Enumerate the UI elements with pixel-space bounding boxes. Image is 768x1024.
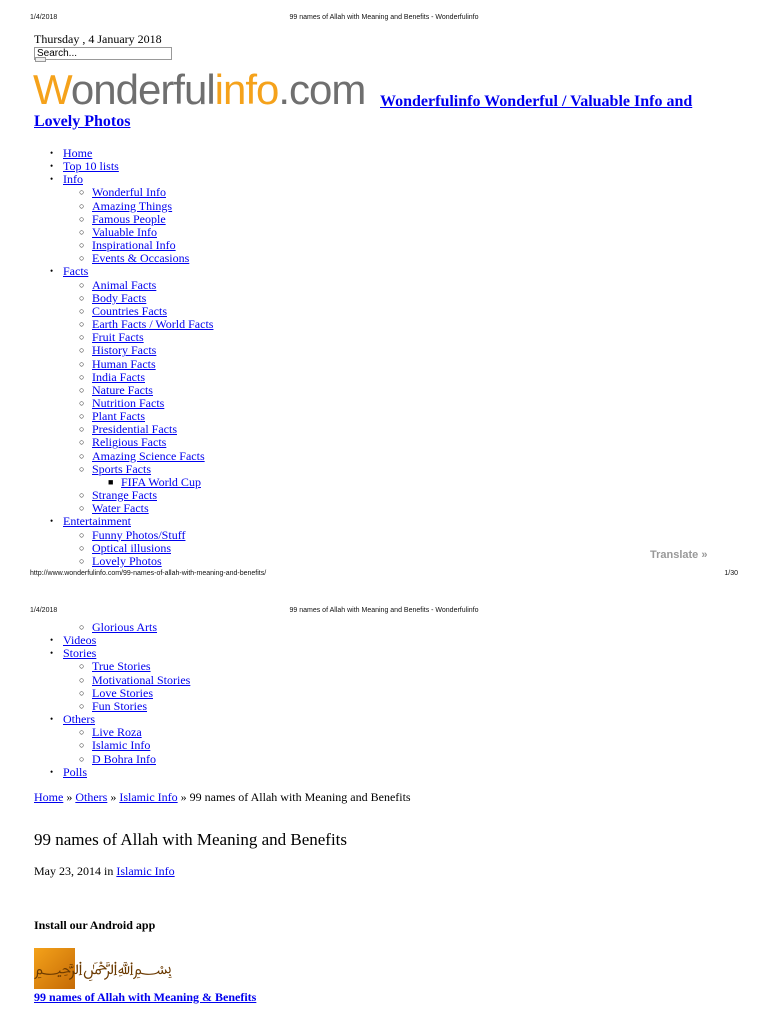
- nav-link[interactable]: Live Roza: [92, 725, 142, 740]
- logo-info: info: [214, 66, 279, 113]
- disc-bullet-icon: •: [50, 161, 54, 172]
- circle-bullet-icon: ○: [79, 397, 85, 408]
- circle-bullet-icon: ○: [79, 279, 85, 290]
- nav-link[interactable]: D Bohra Info: [92, 751, 156, 766]
- disc-bullet-icon: •: [50, 266, 54, 277]
- breadcrumb-sep: »: [63, 790, 76, 804]
- nav-link[interactable]: Entertainment: [63, 514, 131, 529]
- circle-bullet-icon: ○: [79, 555, 85, 566]
- nav-link[interactable]: Plant Facts: [92, 409, 145, 424]
- nav-link[interactable]: Events & Occasions: [92, 251, 190, 266]
- circle-bullet-icon: ○: [79, 687, 85, 698]
- nav-item: [0, 555, 213, 568]
- circle-bullet-icon: ○: [79, 700, 85, 711]
- print-date-2: 1/4/2018: [30, 607, 58, 614]
- circle-bullet-icon: ○: [79, 187, 85, 198]
- circle-bullet-icon: ○: [79, 463, 85, 474]
- nav-link[interactable]: Others: [63, 712, 95, 727]
- circle-bullet-icon: ○: [79, 450, 85, 461]
- nav-link[interactable]: Optical illusions: [92, 540, 171, 555]
- disc-bullet-icon: •: [50, 148, 54, 158]
- circle-bullet-icon: ○: [79, 437, 85, 448]
- nav-link[interactable]: True Stories: [92, 659, 151, 674]
- breadcrumb-home[interactable]: Home: [34, 790, 64, 804]
- nav-link[interactable]: Motivational Stories: [92, 672, 191, 687]
- circle-bullet-icon: ○: [79, 542, 85, 553]
- print-page-number: 1/30: [724, 570, 738, 577]
- nav-item: [0, 160, 213, 173]
- circle-bullet-icon: ○: [79, 384, 85, 395]
- breadcrumb: [34, 790, 411, 805]
- nav-link[interactable]: Top 10 lists: [63, 159, 119, 174]
- print-url: http://www.wonderfulinfo.com/99-names-of-allah-with-meaning-and-benefits/: [30, 570, 267, 577]
- print-title-2: 99 names of Allah with Meaning and Benefits - Wonderfulinfo: [289, 607, 479, 614]
- circle-bullet-icon: ○: [79, 332, 85, 343]
- nav-link[interactable]: Fun Stories: [92, 698, 148, 713]
- circle-bullet-icon: ○: [79, 529, 85, 540]
- nav-link[interactable]: India Facts: [92, 369, 145, 384]
- circle-bullet-icon: ○: [79, 213, 85, 224]
- nav-link[interactable]: Valuable Info: [92, 224, 157, 239]
- nav-link[interactable]: Facts: [63, 264, 89, 279]
- nav-link[interactable]: FIFA World Cup: [121, 474, 201, 489]
- main-nav-continued: [0, 621, 190, 779]
- circle-bullet-icon: ○: [79, 319, 85, 330]
- print-title: 99 names of Allah with Meaning and Benefits - Wonderfulinfo: [289, 14, 479, 21]
- nav-link[interactable]: Body Facts: [92, 290, 147, 305]
- nav-link[interactable]: Islamic Info: [92, 738, 151, 753]
- site-title-link[interactable]: Wonderfulinfo Wonderful / Valuable Info and Lovely Photos: [34, 93, 693, 130]
- nav-link[interactable]: Animal Facts: [92, 277, 157, 292]
- print-date: 1/4/2018: [30, 14, 58, 21]
- nav-link[interactable]: History Facts: [92, 343, 157, 358]
- nav-link[interactable]: Glorious Arts: [92, 620, 158, 634]
- circle-bullet-icon: ○: [79, 358, 85, 369]
- nav-link[interactable]: Stories: [63, 646, 97, 661]
- nav-link[interactable]: Lovely Photos: [92, 553, 162, 568]
- breadcrumb-sep: »: [107, 790, 120, 804]
- site-title: [34, 92, 734, 132]
- search-input[interactable]: [34, 47, 172, 60]
- nav-link[interactable]: Amazing Things: [92, 198, 173, 213]
- article-date: May 23, 2014 in: [34, 864, 117, 878]
- nav-item: [0, 766, 190, 779]
- circle-bullet-icon: ○: [79, 305, 85, 316]
- article-title: 99 names of Allah with Meaning and Benefits: [34, 830, 348, 849]
- app-icon[interactable]: ﷽: [34, 948, 75, 989]
- circle-bullet-icon: ○: [79, 727, 85, 738]
- disc-bullet-icon: •: [50, 516, 54, 527]
- nav-link[interactable]: Sports Facts: [92, 461, 152, 476]
- disc-bullet-icon: •: [50, 714, 54, 725]
- circle-bullet-icon: ○: [79, 292, 85, 303]
- article-meta: [34, 864, 175, 879]
- circle-bullet-icon: ○: [79, 411, 85, 422]
- nav-link[interactable]: Countries Facts: [92, 303, 167, 318]
- nav-link[interactable]: Famous People: [92, 211, 166, 226]
- search-submit-button[interactable]: [35, 57, 46, 62]
- disc-bullet-icon: •: [50, 648, 54, 659]
- breadcrumb-current: 99 names of Allah with Meaning and Benefits: [189, 790, 411, 804]
- nav-link[interactable]: Presidential Facts: [92, 422, 177, 437]
- nav-link[interactable]: Nature Facts: [92, 382, 153, 397]
- nav-link[interactable]: Strange Facts: [92, 488, 157, 503]
- disc-bullet-icon: •: [50, 766, 54, 777]
- nav-link[interactable]: Inspirational Info: [92, 238, 176, 253]
- nav-link[interactable]: Videos: [63, 633, 97, 648]
- main-nav: [0, 147, 213, 568]
- nav-link[interactable]: Amazing Science Facts: [92, 448, 205, 463]
- circle-bullet-icon: ○: [79, 371, 85, 382]
- disc-bullet-icon: •: [50, 635, 54, 646]
- nav-link[interactable]: Human Facts: [92, 356, 156, 371]
- install-app-heading: Install our Android app: [34, 918, 156, 932]
- circle-bullet-icon: ○: [79, 622, 85, 632]
- nav-link[interactable]: Funny Photos/Stuff: [92, 527, 186, 542]
- circle-bullet-icon: ○: [79, 226, 85, 237]
- circle-bullet-icon: ○: [79, 490, 85, 501]
- circle-bullet-icon: ○: [79, 253, 85, 264]
- nav-item: [0, 753, 190, 766]
- nav-link[interactable]: Fruit Facts: [92, 330, 144, 345]
- nav-link[interactable]: Info: [63, 172, 83, 187]
- translate-button[interactable]: Translate »: [650, 549, 708, 561]
- logo-com: .com: [278, 66, 366, 113]
- circle-bullet-icon: ○: [79, 753, 85, 764]
- logo-onderful: onderful: [70, 66, 215, 113]
- nav-link[interactable]: Home: [63, 146, 93, 160]
- circle-bullet-icon: ○: [79, 240, 85, 251]
- nav-link[interactable]: Love Stories: [92, 685, 153, 700]
- disc-bullet-icon: •: [50, 174, 54, 185]
- nav-item: [0, 252, 213, 265]
- article-category-link[interactable]: Islamic Info: [116, 864, 175, 878]
- nav-link[interactable]: Water Facts: [92, 501, 149, 516]
- circle-bullet-icon: ○: [79, 345, 85, 356]
- circle-bullet-icon: ○: [79, 424, 85, 435]
- current-date: Thursday , 4 January 2018: [34, 32, 162, 46]
- app-link[interactable]: 99 names of Allah with Meaning & Benefits: [34, 990, 257, 1004]
- nav-link[interactable]: Wonderful Info: [92, 185, 167, 200]
- breadcrumb-islamic-info[interactable]: Islamic Info: [119, 790, 178, 804]
- circle-bullet-icon: ○: [79, 503, 85, 514]
- nav-link[interactable]: Religious Facts: [92, 435, 167, 450]
- breadcrumb-others[interactable]: Others: [75, 790, 108, 804]
- nav-item: [0, 700, 190, 713]
- circle-bullet-icon: ○: [79, 200, 85, 211]
- square-bullet-icon: ■: [108, 476, 114, 487]
- circle-bullet-icon: ○: [79, 661, 85, 672]
- nav-link[interactable]: Polls: [63, 764, 88, 779]
- nav-link[interactable]: Nutrition Facts: [92, 395, 165, 410]
- breadcrumb-sep: »: [177, 790, 190, 804]
- logo-w: W: [33, 66, 71, 113]
- nav-link[interactable]: Earth Facts / World Facts: [92, 317, 214, 332]
- circle-bullet-icon: ○: [79, 674, 85, 685]
- circle-bullet-icon: ○: [79, 740, 85, 751]
